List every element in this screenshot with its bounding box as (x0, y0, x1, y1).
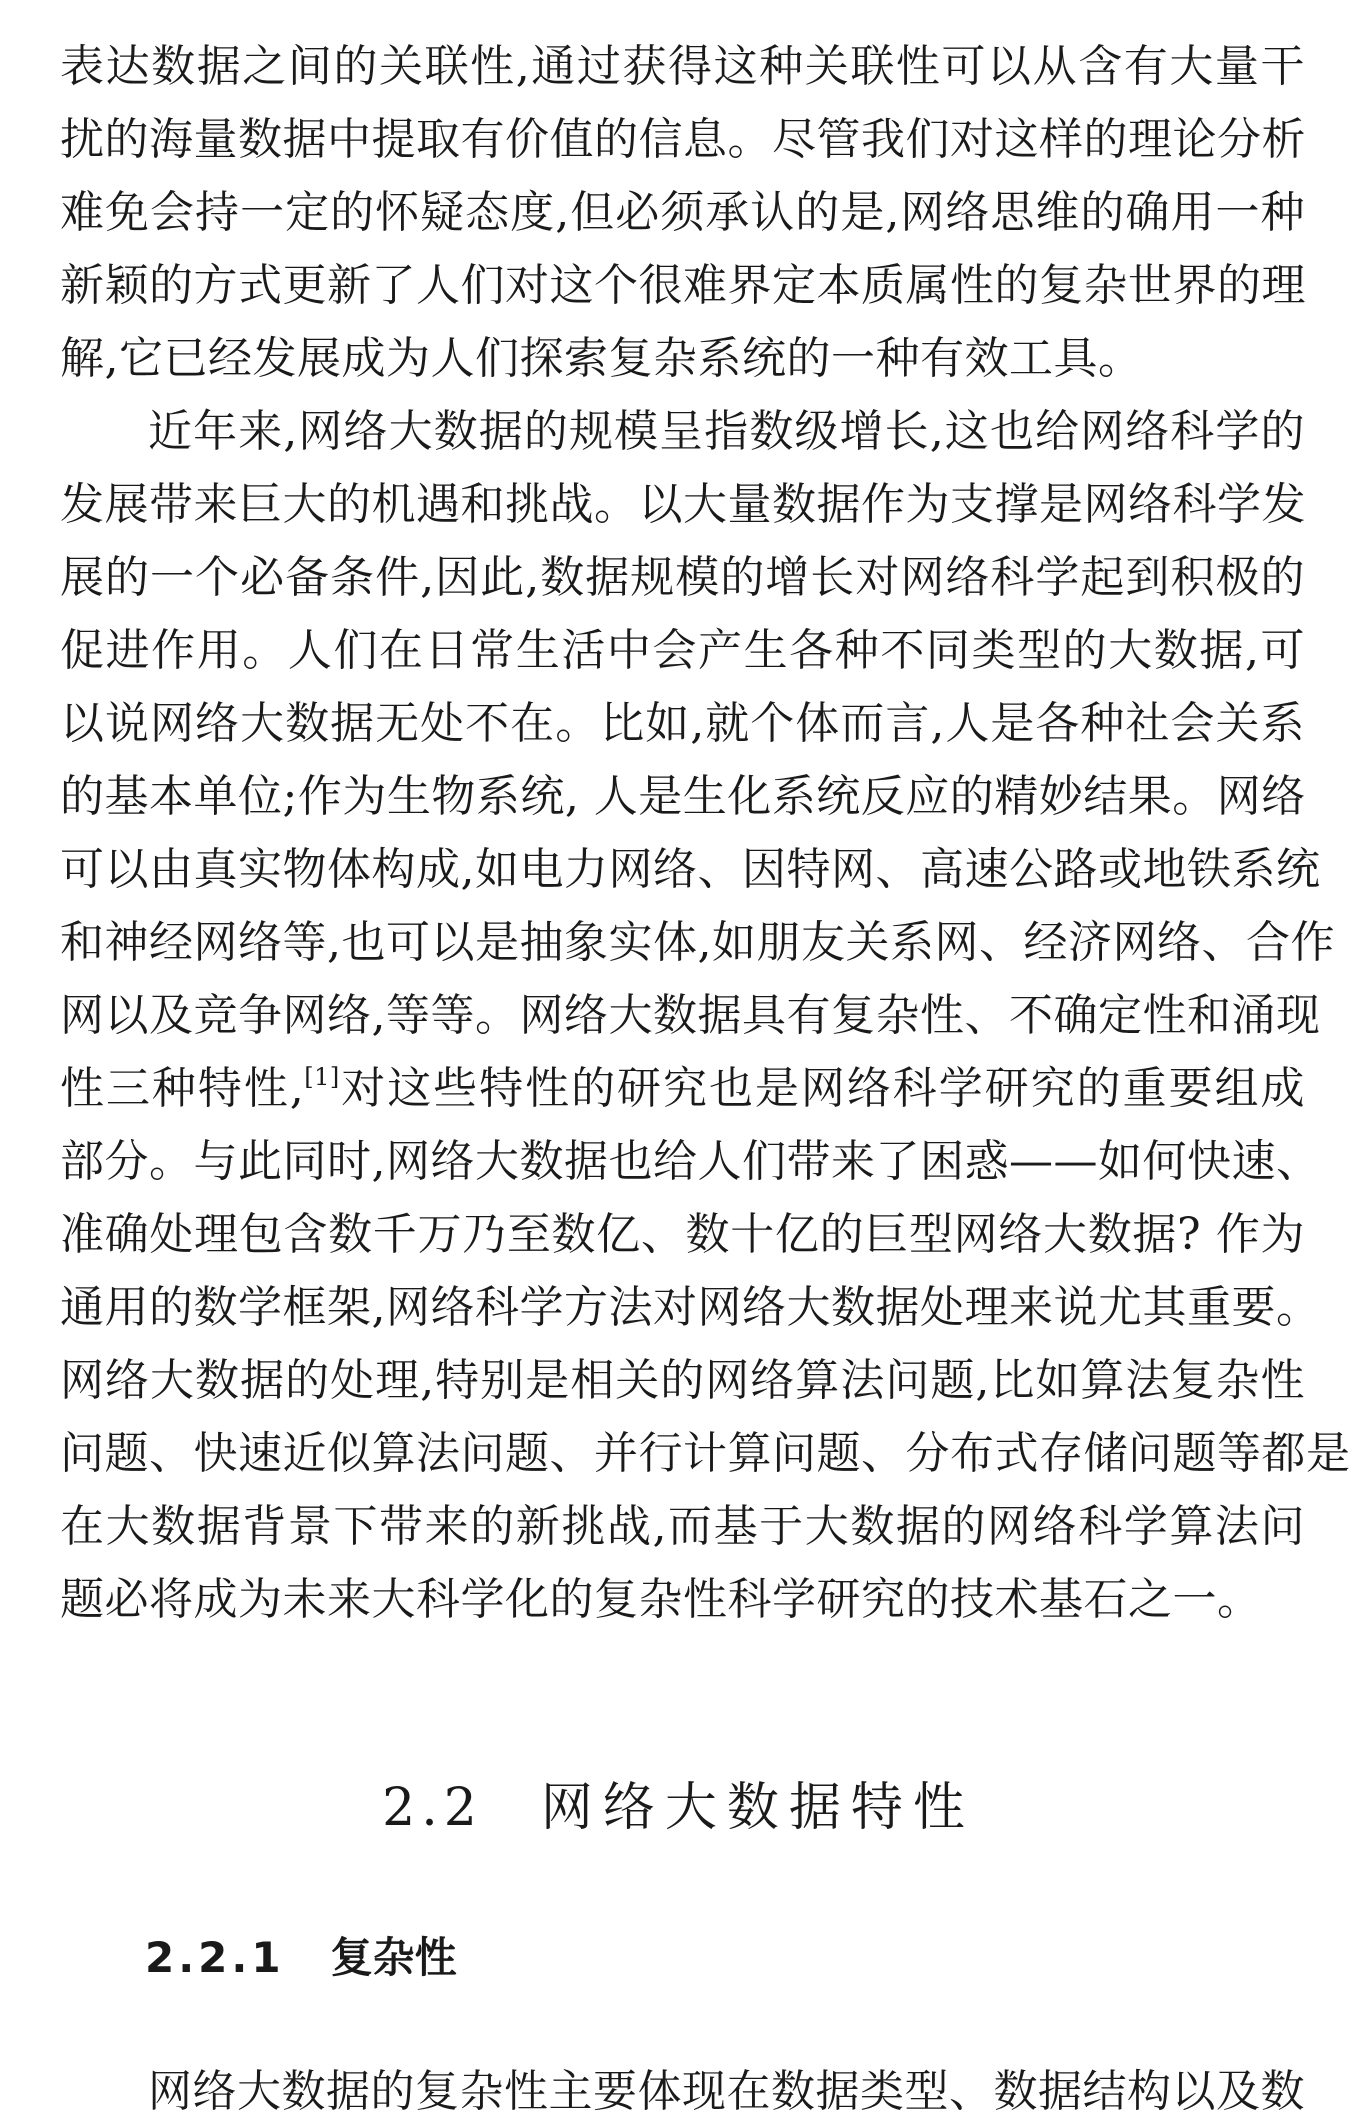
body-text (60, 30, 1351, 1636)
text-line: 通用的数学框架,网络科学方法对网络大数据处理来说尤其重要。 (60, 1282, 1321, 1333)
section-heading (0, 1765, 1357, 1840)
subsection-title-text: 复杂性 (330, 1933, 457, 1982)
text-line: 和神经网络等,也可以是抽象实体,如朋友关系网、经济网络、合作 (60, 917, 1335, 968)
text-line: 问题、快速近似算法问题、并行计算问题、分布式存储问题等都是 (60, 1428, 1351, 1479)
text-line: 准确处理包含数千万乃至数亿、数十亿的巨型网络大数据? 作为 (60, 1209, 1305, 1260)
section-number: 2.2 (382, 1778, 483, 1838)
text-line: 促进作用。人们在日常生活中会产生各种不同类型的大数据,可 (60, 625, 1305, 676)
subsection-number: 2.2.1 (145, 1933, 285, 1982)
body-text-continued (148, 2055, 1305, 2128)
text-line: 近年来,网络大数据的规模呈指数级增长,这也给网络科学的 (148, 406, 1305, 457)
text-line: 题必将成为未来大科学化的复杂性科学研究的技术基石之一。 (60, 1574, 1262, 1625)
section-title-text: 网络大数据特性 (540, 1778, 975, 1838)
text-line: 难免会持一定的怀疑态度,但必须承认的是,网络思维的确用一种 (60, 187, 1305, 238)
text-line: 可以由真实物体构成,如电力网络、因特网、高速公路或地铁系统 (60, 844, 1321, 895)
text-line: 网络大数据的处理,特别是相关的网络算法问题,比如算法复杂性 (60, 1355, 1305, 1406)
text-line: 展的一个必备条件,因此,数据规模的增长对网络科学起到积极的 (60, 552, 1305, 603)
text-line: 部分。与此同时,网络大数据也给人们带来了困惑——如何快速、 (60, 1136, 1321, 1187)
text-line: 的基本单位;作为生物系统, 人是生化系统反应的精妙结果。网络 (60, 771, 1306, 822)
text-line: 在大数据背景下带来的新挑战,而基于大数据的网络科学算法问 (60, 1501, 1305, 1552)
text-line-with-citation (60, 1052, 1305, 1125)
text-line: 网以及竞争网络,等等。网络大数据具有复杂性、不确定性和涌现 (60, 990, 1321, 1041)
text-line: 解,它已经发展成为人们探索复杂系统的一种有效工具。 (60, 333, 1143, 384)
text-line: 表达数据之间的关联性,通过获得这种关联性可以从含有大量干 (60, 41, 1305, 92)
text-line: 以说网络大数据无处不在。比如,就个体而言,人是各种社会关系 (60, 698, 1305, 749)
text-line: 扰的海量数据中提取有价值的信息。尽管我们对这样的理论分析 (60, 114, 1306, 165)
text-line: 新颖的方式更新了人们对这个很难界定本质属性的复杂世界的理 (60, 260, 1306, 311)
citation-reference: [1] (304, 1063, 340, 1091)
text-line: 发展带来巨大的机遇和挑战。以大量数据作为支撑是网络科学发 (60, 479, 1306, 530)
text-segment: 性三种特性, (60, 1063, 305, 1114)
text-segment: 对这些特性的研究也是网络科学研究的重要组成 (339, 1063, 1305, 1114)
subsection-heading (145, 1925, 457, 1985)
text-line: 网络大数据的复杂性主要体现在数据类型、数据结构以及数 (148, 2066, 1305, 2117)
